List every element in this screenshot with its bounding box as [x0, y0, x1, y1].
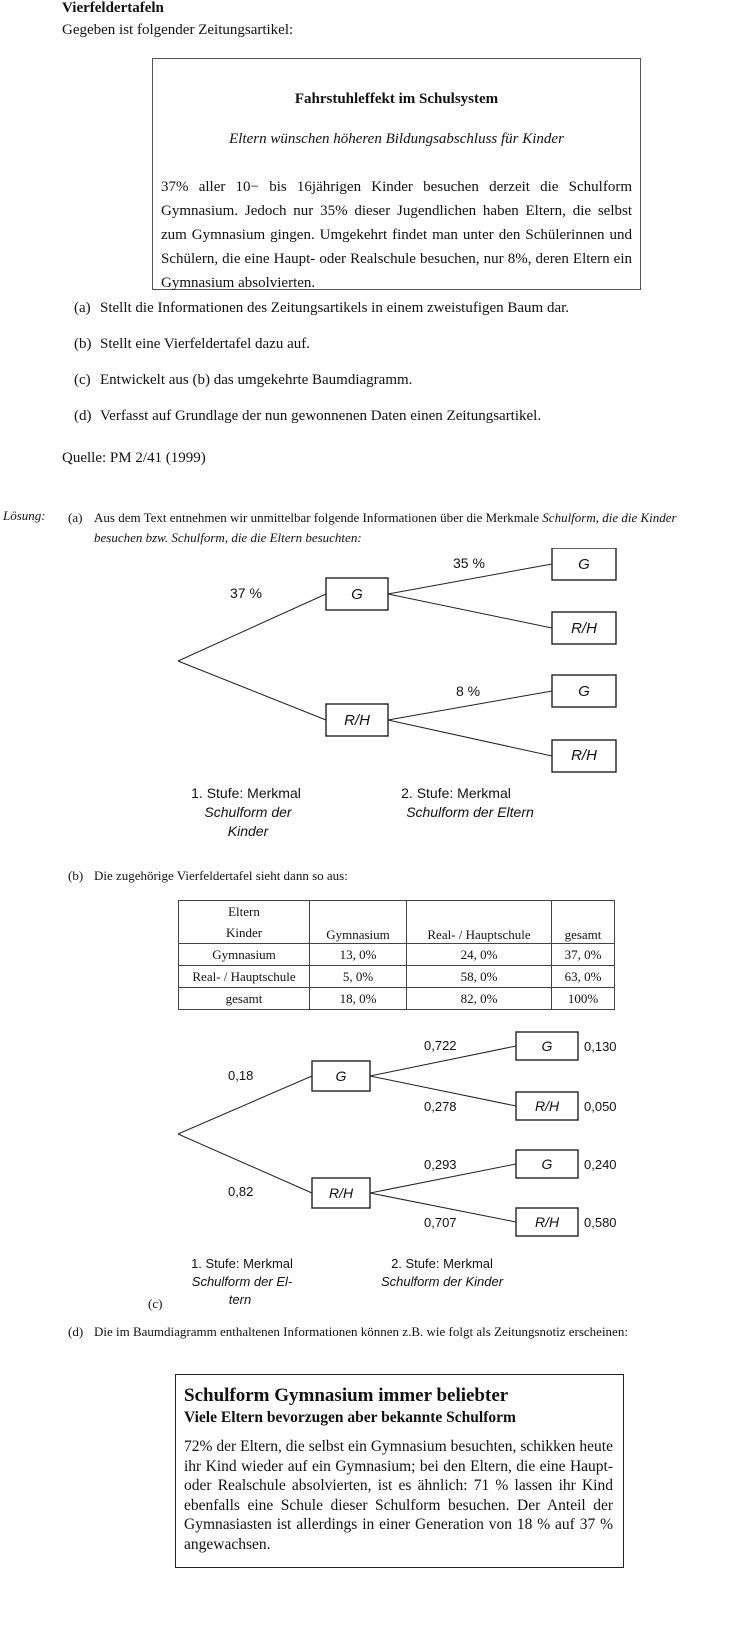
tree2-caption-1: tern — [228, 1292, 252, 1307]
tree1-node-rh: R/H — [344, 712, 370, 729]
solution-label: Lösung: — [3, 508, 46, 523]
task-text: Stellt die Informationen des Zeitungsartikels in einem zweistufigen Baum dar. — [100, 300, 570, 316]
news-headline: Schulform Gymnasium immer beliebter — [184, 1385, 509, 1406]
tree2-prob-rh-rh: 0,707 — [424, 1215, 457, 1230]
tree2-prob-rh-g: 0,293 — [424, 1157, 457, 1172]
table-cell: 5, 0% — [310, 966, 407, 988]
tree2-leaf-rh: R/H — [534, 1098, 560, 1114]
task-c — [74, 372, 412, 389]
tree2-prob-g-g: 0,722 — [424, 1038, 457, 1053]
table-cell: 82, 0% — [407, 988, 552, 1010]
source-note: Quelle: PM 2/41 (1999) — [62, 450, 206, 466]
task-label: (d) — [74, 408, 92, 424]
tree1-branch-rh-rh — [388, 720, 552, 756]
solution-b-label: (b) — [68, 868, 84, 883]
tree2-prob-g: 0,18 — [228, 1068, 254, 1083]
tree1-caption-1: 1. Stufe: Merkmal — [191, 785, 301, 801]
task-label: (a) — [74, 300, 91, 316]
solution-d — [68, 1322, 708, 1342]
news-box — [175, 1374, 624, 1568]
news-body: 72% der Eltern, die selbst ein Gymnasium besuchten, schikken heute ihr Kind wieder auf ein Gymnasium; bei den Eltern, die eine Haupt- oder Realschule absolvierten, ist es ähnlich: 71 % lassen ihr Kind ebenfalls eine Schule dieser Schulform besuchen. Der Anteil der Gymnasiasten ist allerdings in einer Generation von 18 % auf 37 % angewachsen. — [184, 1438, 613, 1553]
article-body: 37% aller 10− bis 16jährigen Kinder besuchen derzeit die Schulform Gymnasium. Jedoch nur 35% dieser Jugendlichen haben Eltern, die selbst zum Gymnasium gingen. Umgekehrt findet man unter den Schülerinnen und Schülern, die eine Haupt- oder Realschule besuchen, nur 8%, deren Eltern ein Gymnasium absolvierten. — [161, 179, 632, 291]
tree1-caption-2: 2. Stufe: Merkmal — [401, 785, 511, 801]
tree2-caption-2: Schulform der Kinder — [380, 1274, 504, 1289]
contingency-table — [178, 900, 615, 1010]
tree2-prob-g-rh: 0,278 — [424, 1099, 457, 1114]
tree1-branch-rh — [178, 661, 326, 720]
task-d — [74, 408, 541, 425]
tree1-prob-rh-g: 8 % — [456, 683, 481, 699]
tree1-prob-g: 37 % — [230, 585, 262, 601]
tree1-prob-g-g: 35 % — [453, 555, 485, 571]
task-a — [74, 300, 569, 317]
table-cell: 13, 0% — [310, 944, 407, 966]
table-corner — [179, 901, 310, 944]
tree2-caption-2: 2. Stufe: Merkmal — [391, 1256, 493, 1271]
table-cell: 63, 0% — [552, 966, 615, 988]
task-text: Verfasst auf Grundlage der nun gewonnenen Daten einen Zeitungsartikel. — [100, 408, 542, 424]
task-text: Stellt eine Vierfeldertafel dazu auf. — [100, 336, 310, 352]
tree1-node-g: G — [351, 586, 363, 603]
solution-d-text: Die im Baumdiagramm enthaltenen Informationen können z.B. wie folgt als Zeitungsnotiz erscheinen: — [94, 1324, 628, 1339]
table-corner-bottom: Kinder — [225, 925, 263, 940]
tree1-caption-2: Schulform der Eltern — [406, 804, 534, 820]
task-text: Entwickelt aus (b) das umgekehrte Baumdiagramm. — [100, 372, 413, 388]
table-row-label: gesamt — [179, 988, 310, 1010]
table-row-label: Gymnasium — [179, 944, 310, 966]
tree1-branch-g — [178, 594, 326, 661]
tree2-leaf-rh: R/H — [534, 1214, 560, 1230]
tree1-branch-g-rh — [388, 594, 552, 628]
tree1-leaf-rh: R/H — [571, 620, 597, 637]
tree2-leaf-g: G — [541, 1156, 553, 1172]
tree2-result: 0,130 — [584, 1039, 617, 1054]
tree2-node-rh: R/H — [328, 1185, 354, 1201]
solution-a-text-2: Schulform, die die Kinder besuchen bzw. Schulform, die die Eltern besuchten: — [94, 510, 677, 545]
tree1-caption-1: Schulform der — [204, 804, 292, 820]
tree2-result: 0,050 — [584, 1099, 617, 1114]
article-headline: Fahrstuhleffekt im Schulsystem — [294, 91, 499, 107]
table-corner-top: Eltern — [228, 904, 260, 919]
table-row-label: Real- / Hauptschule — [179, 966, 310, 988]
table-cell: 37, 0% — [552, 944, 615, 966]
article-subheadline: Eltern wünschen höheren Bildungsabschluss für Kinder — [229, 131, 564, 147]
tree-diagram-2 — [170, 1030, 640, 1310]
tree2-caption-1: Schulform der El- — [191, 1274, 293, 1289]
news-subheadline: Viele Eltern bevorzugen aber bekannte Schulform — [184, 1409, 516, 1426]
task-label: (c) — [74, 372, 91, 388]
tree2-caption-1: 1. Stufe: Merkmal — [191, 1256, 293, 1271]
table-row — [179, 966, 615, 988]
task-b — [74, 336, 310, 353]
table-cell: 58, 0% — [407, 966, 552, 988]
intro-text: Gegeben ist folgender Zeitungsartikel: — [62, 22, 294, 38]
tree2-result: 0,580 — [584, 1215, 617, 1230]
article-box — [152, 58, 641, 290]
task-label: (b) — [74, 336, 92, 352]
tree2-branch-g — [178, 1076, 312, 1134]
solution-d-label: (d) — [68, 1324, 84, 1339]
solution-a-text-1: Aus dem Text entnehmen wir unmittelbar folgende Informationen über die Merkmale — [94, 510, 543, 525]
solution-b-text: Die zugehörige Vierfeldertafel sieht dann so aus: — [94, 868, 348, 883]
tree2-prob-rh: 0,82 — [228, 1184, 254, 1199]
solution-a-label: (a) — [68, 510, 83, 525]
tree-diagram-1 — [170, 548, 640, 848]
tree1-leaf-g: G — [578, 556, 590, 573]
table-col-header: gesamt — [552, 901, 615, 944]
solution-a — [68, 508, 728, 548]
tree1-leaf-g: G — [578, 683, 590, 700]
table-row — [179, 988, 615, 1010]
table-header-row — [179, 901, 615, 944]
solution-c-label: (c) — [148, 1296, 163, 1311]
table-cell: 100% — [552, 988, 615, 1010]
tree2-node-g: G — [335, 1068, 347, 1084]
table-col-header: Gymnasium — [310, 901, 407, 944]
table-cell: 24, 0% — [407, 944, 552, 966]
tree2-leaf-g: G — [541, 1038, 553, 1054]
solution-b — [68, 868, 348, 884]
table-cell: 18, 0% — [310, 988, 407, 1010]
table-row — [179, 944, 615, 966]
tree2-result: 0,240 — [584, 1157, 617, 1172]
tree1-caption-1: Kinder — [227, 823, 269, 839]
table-col-header: Real- / Hauptschule — [407, 901, 552, 944]
page-title: Vierfeldertafeln — [62, 0, 164, 16]
tree1-leaf-rh: R/H — [571, 747, 597, 764]
